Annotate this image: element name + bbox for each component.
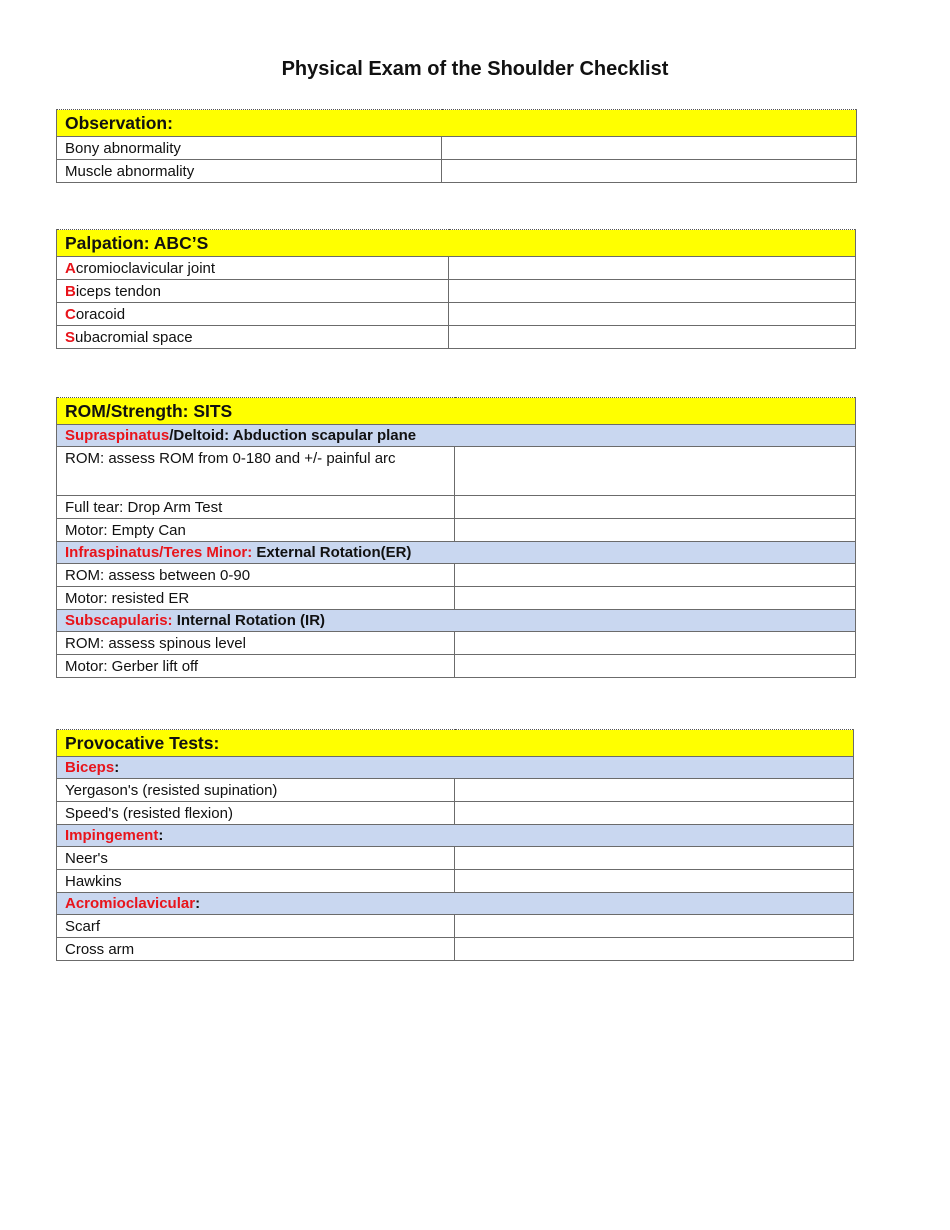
checkbox-cell[interactable]: [455, 447, 856, 496]
provocative-tests-table: [56, 729, 854, 961]
item-label: Acromioclavicular joint: [57, 257, 449, 280]
item-label: Motor: Gerber lift off: [57, 655, 455, 678]
checkbox-cell[interactable]: [455, 564, 856, 587]
checkbox-cell[interactable]: [455, 632, 856, 655]
checkbox-cell[interactable]: [455, 779, 854, 802]
checkbox-cell[interactable]: [455, 938, 854, 961]
table-row: [57, 938, 854, 961]
group-header-biceps: Biceps:: [57, 757, 854, 779]
table-row: [57, 779, 854, 802]
item-label: Subacromial space: [57, 326, 449, 349]
table-row: [57, 496, 856, 519]
item-label: Cross arm: [57, 938, 455, 961]
table-row: [57, 655, 856, 678]
checkbox-cell[interactable]: [455, 870, 854, 893]
mnemonic-letter: C: [65, 305, 76, 323]
observation-table: [56, 109, 857, 183]
item-label: ROM: assess ROM from 0-180 and +/- painful arc: [57, 447, 455, 496]
mnemonic-letter: B: [65, 282, 76, 300]
table-row: [57, 280, 856, 303]
rom-strength-table: [56, 397, 856, 678]
table-row: [57, 870, 854, 893]
table-row: [57, 587, 856, 610]
table-row: [57, 847, 854, 870]
checkbox-cell[interactable]: [442, 137, 857, 160]
table-row: [57, 802, 854, 825]
section-header-palpation: Palpation: ABC’S: [57, 230, 856, 257]
section-header-observation: Observation:: [57, 110, 857, 137]
checkbox-cell[interactable]: [455, 496, 856, 519]
table-row: [57, 519, 856, 542]
table-row: [57, 326, 856, 349]
checkbox-cell[interactable]: [455, 915, 854, 938]
item-label: Biceps tendon: [57, 280, 449, 303]
item-label: Full tear: Drop Arm Test: [57, 496, 455, 519]
mnemonic-letter: A: [65, 259, 76, 277]
group-header-impingement: Impingement:: [57, 825, 854, 847]
item-label: ROM: assess between 0-90: [57, 564, 455, 587]
checkbox-cell[interactable]: [455, 802, 854, 825]
item-label: Bony abnormality: [57, 137, 442, 160]
section-header-provocative: Provocative Tests:: [57, 730, 854, 757]
checkbox-cell[interactable]: [449, 303, 856, 326]
page-title: Physical Exam of the Shoulder Checklist: [281, 58, 669, 80]
checkbox-cell[interactable]: [449, 326, 856, 349]
group-header-supraspinatus: Supraspinatus/Deltoid: Abduction scapular plane: [57, 425, 856, 447]
item-label: Speed's (resisted flexion): [57, 802, 455, 825]
table-row: [57, 303, 856, 326]
table-row: [57, 137, 857, 160]
group-header-acromioclavicular: Acromioclavicular:: [57, 893, 854, 915]
palpation-table: [56, 229, 856, 349]
table-row: [57, 632, 856, 655]
table-row: [57, 447, 856, 496]
item-label: Neer's: [57, 847, 455, 870]
table-row: [57, 564, 856, 587]
group-header-infraspinatus: Infraspinatus/Teres Minor: External Rotation(ER): [57, 542, 856, 564]
group-header-subscapularis: Subscapularis: Internal Rotation (IR): [57, 610, 856, 632]
checkbox-cell[interactable]: [455, 655, 856, 678]
item-label: Motor: resisted ER: [57, 587, 455, 610]
item-label: Yergason's (resisted supination): [57, 779, 455, 802]
item-label: Coracoid: [57, 303, 449, 326]
table-row: [57, 915, 854, 938]
item-label: Hawkins: [57, 870, 455, 893]
checkbox-cell[interactable]: [442, 160, 857, 183]
checkbox-cell[interactable]: [455, 847, 854, 870]
section-header-rom: ROM/Strength: SITS: [57, 398, 856, 425]
item-label: Motor: Empty Can: [57, 519, 455, 542]
checkbox-cell[interactable]: [449, 257, 856, 280]
table-row: [57, 160, 857, 183]
checkbox-cell[interactable]: [455, 587, 856, 610]
checkbox-cell[interactable]: [449, 280, 856, 303]
mnemonic-letter: S: [65, 328, 76, 346]
item-label: ROM: assess spinous level: [57, 632, 455, 655]
item-label: Scarf: [57, 915, 455, 938]
table-row: [57, 257, 856, 280]
checkbox-cell[interactable]: [455, 519, 856, 542]
item-label: Muscle abnormality: [57, 160, 442, 183]
